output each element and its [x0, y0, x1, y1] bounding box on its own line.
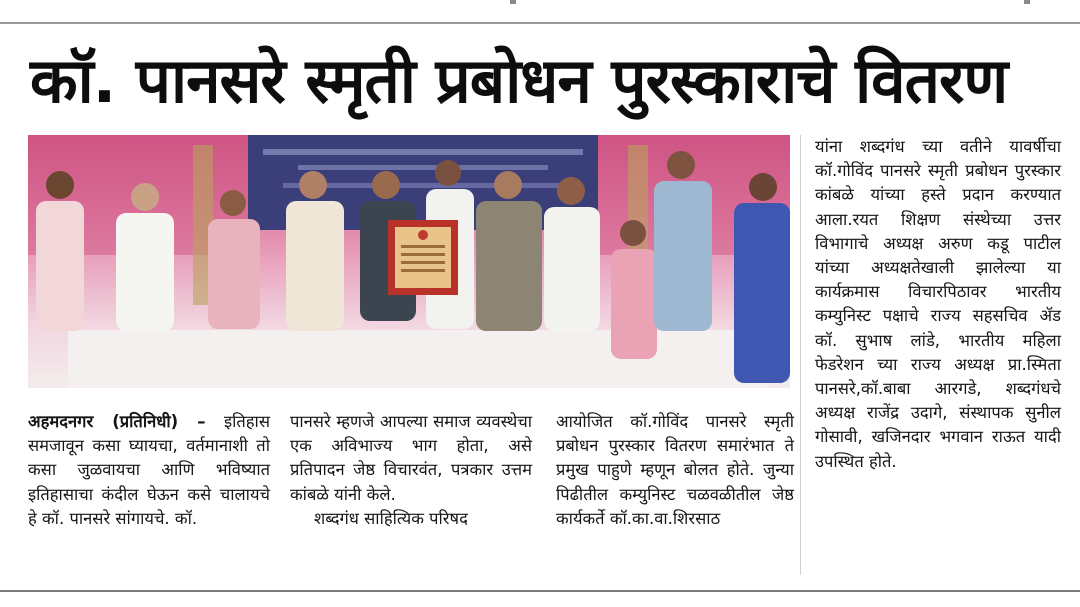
- page-mark: [510, 0, 516, 4]
- page-mark: [1024, 0, 1030, 4]
- headline: कॉ. पानसरे स्मृती प्रबोधन पुरस्काराचे वितरण: [30, 44, 1008, 117]
- top-rule: [0, 0, 1080, 24]
- dateline: अहमदनगर (प्रतिनिधी) –: [28, 412, 206, 431]
- article-column-3: आयोजित कॉ.गोविंद पानसरे स्मृती प्रबोधन पुरस्कार वितरण समारंभात ते प्रमुख पाहुणे म्हणून बोलत होते. जुन्या पिढीतील कम्युनिस्ट चळवळीतील जेष्ठ कार्यकर्ते कॉ.का.वा.शिरसाठ: [556, 412, 794, 528]
- article-column-2: [290, 410, 532, 531]
- ceremony-illustration: [28, 135, 790, 388]
- column-1-text: इतिहास समजावून कसा घ्यायचा, वर्तमानाशी तो कसा जुळवायचा आणि भविष्यात इतिहासाचा कंदील घेऊन कसे चालायचे हे कॉ. पानसरे सांगायचे. कॉ.: [28, 412, 270, 528]
- article-column-1: [28, 410, 270, 531]
- column-divider: [800, 135, 801, 575]
- column-2-text: पानसरे म्हणजे आपल्या समाज व्यवस्थेचा एक अविभाज्य भाग होता, असे प्रतिपादन जेष्ठ विचारवंत, पत्रकार उत्तम कांबळे यांनी केले.: [290, 412, 532, 504]
- column-2-paragraph: शब्दगंध साहित्यिक परिषद: [314, 508, 468, 528]
- news-photo: [28, 135, 790, 388]
- bottom-rule: [0, 590, 1080, 592]
- table: [68, 330, 768, 388]
- article-column-right: यांना शब्दगंध च्या वतीने यावर्षीचा कॉ.गोविंद पानसरे स्मृती प्रबोधन पुरस्कार कांबळे यांच्या हस्ते प्रदान करण्यात आला.रयत शिक्षण संस्थेच्या उत्तर विभागाचे अध्यक्ष अरुण कडू पाटील यांच्या अध्यक्षतेखाली झालेल्या या कार्यक्रमास विचारपिठावर भारतीय कम्युनिस्ट पक्षाचे राज्य सहसचिव ॲड कॉ. सुभाष लांडे, भारतीय महिला फेडरेशन च्या राज्य अध्यक्ष प्रा.स्मिता पानसरे,कॉ.बाबा आरगडे, शब्दगंधचे अध्यक्ष राजेंद्र उदागे, संस्थापक सुनील गोसावी, खजिनदार भगवान राऊत यादी उपस्थित होते.: [815, 137, 1061, 471]
